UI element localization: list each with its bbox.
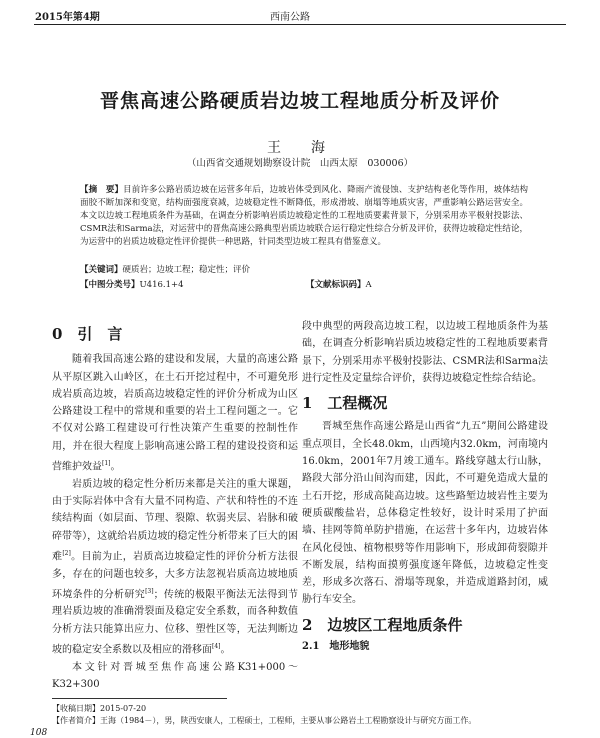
issue-label: 2015年第4期: [35, 12, 100, 23]
author-name: 王 海: [267, 140, 333, 156]
section-2-heading: 2 边坡区工程地质条件: [302, 615, 463, 634]
citation-4: [4]: [212, 643, 221, 651]
clc-code: [80, 278, 184, 290]
citation-1: [1]: [102, 460, 111, 468]
section-1-paragraph: 晋城至焦作高速公路是山西省“九五”期间公路建设重点项目，全长48.0km，山西境内32.0km，河南境内16.0km，2001年7月竣工通车。路线穿越太行山脉，路段大部分沿山间沟而建，因此，不可避免造成大量的土石开挖，形成高陡高边坡。这些路堑边坡岩性主要为硬质碳酸盐岩，总体稳定性较好，设计时采用了护面墙、挂网等简单防护措施，在运营十多年内，边坡岩体在风化侵蚀、植物根劈等作用影响下，形成卸荷裂隙并不断发展，结构面摸剪强度逐年降低，边坡稳定性变差，形成多次落石、滑塌等现象，并造成道路封闭，威胁行车安全。: [302, 421, 548, 606]
intro-paragraph-1: [52, 351, 298, 475]
intro-paragraph-3: 本文针对晋城至焦作高速公路K31+000～K32+300: [52, 661, 298, 690]
paper-title: 晋焦高速公路硬质岩边坡工程地质分析及评价: [99, 90, 500, 112]
intro-paragraph-2: [52, 476, 298, 659]
intro-p2-text-c: ；传统的极限平衡法无法得到节理岩质边坡的准确滑裂面及稳定安全系数，而各种数值分析方法只能算出应力、位移、塑性区等，无法判断边坡的稳定安全系数以及相应的滑移面: [52, 589, 299, 656]
keywords: [80, 263, 528, 275]
doc-code: [306, 278, 372, 290]
intro-p2-text: 岩质边坡的稳定性分析历来都是关注的重大课题，由于实际岩体中含有大量不同构造、产状和特性的不连续结构面（如层面、节理、裂隙、软弱夹层、岩脉和破碎带等），这就给岩质边坡的稳定性分析带来了巨大的困难: [52, 478, 298, 563]
received-date: 【收稿日期】2015-07-20: [52, 704, 147, 713]
doc-code-label: 【文献标识码】: [306, 280, 366, 290]
affiliation: （山西省交通规划勘察设计院 山西太原 030006）: [186, 158, 414, 169]
header-rule: [34, 24, 566, 25]
citation-3: [3]: [145, 587, 154, 595]
intro-p1-end: 。: [110, 461, 121, 473]
journal-name: 西南公路: [270, 12, 310, 23]
intro-p2-text-b: 。目前为止，岩质高边坡稳定性的评价分析方法很多，存在的问题也较多，大多方法忽视岩质高边坡地质环境条件的分析研究: [52, 551, 299, 601]
intro-p2-end: 。: [220, 644, 231, 656]
keywords-text: 硬质岩；边坡工程；稳定性；评价: [122, 265, 251, 275]
abstract-text: 目前许多公路岩质边坡在运营多年后，边坡岩体受到风化、降雨产流侵蚀、支护结构老化等作用，坡体结构面胶不断加深和变宽，结构面强度衰减，边坡稳定性不断降低，形成滑坡、崩塌等地质灾害，严重影响公路运营安全。本文以边坡工程地质条件为基础，在调查分析影响岩质边坡稳定性的工程地质要素背景下，分别采用赤平极射投影法、CSMR法和Sarma法，对运营中的晋焦高速公路典型岩质边坡联合运行稳定性综合分析及评价，获得边坡稳定性结论，为运营中的岩质边坡稳定性评价提供一种思路，针同类型边坡工程具有借鉴意义。: [80, 185, 528, 247]
abstract: [80, 184, 528, 249]
citation-2: [2]: [62, 549, 71, 557]
author-bio: 【作者简介】王海（1984－），男，陕西安康人，工程硕士，工程师，主要从事公路岩土工程勘察设计与研究方面工作。: [52, 716, 477, 725]
intro-p1-text: 随着我国高速公路的建设和发展，大量的高速公路从平原区跳入山岭区，在土石开挖过程中，不可避免形成岩质高边坡，岩质高边坡稳定性的评价分析成为山区公路建设工程中的常规和重要的岩土工程问题之一。它不仅对公路工程建设可行性决策产生重要的控制性作用，并在很大程度上影响高速公路工程的建设投资和运营维护效益: [52, 354, 298, 473]
doc-code-value: A: [365, 280, 372, 290]
section-1-heading: 1 工程概况: [302, 394, 388, 413]
clc-value: U416.1+4: [139, 280, 184, 290]
keywords-label: 【关键词】: [80, 265, 123, 275]
intro-heading: 0 引 言: [52, 325, 123, 343]
right-paragraph-1: 段中典型的两段高边坡工程，以边坡工程地质条件为基础，在调查分析影响岩质边坡稳定性的工程地质要素背景下，分别采用赤平极射投影法、CSMR法和Sarma法进行定性及定量综合评价，获得边坡稳定性综合结论。: [302, 321, 548, 384]
section-2-1-heading: 2.1 地形地貌: [302, 641, 370, 653]
clc-label: 【中图分类号】: [80, 280, 140, 290]
right-column: [302, 318, 548, 655]
left-column: [52, 326, 298, 693]
page-number: 108: [30, 728, 48, 738]
footnote-rule: [52, 698, 227, 699]
abstract-label: 【摘 要】: [80, 185, 124, 195]
